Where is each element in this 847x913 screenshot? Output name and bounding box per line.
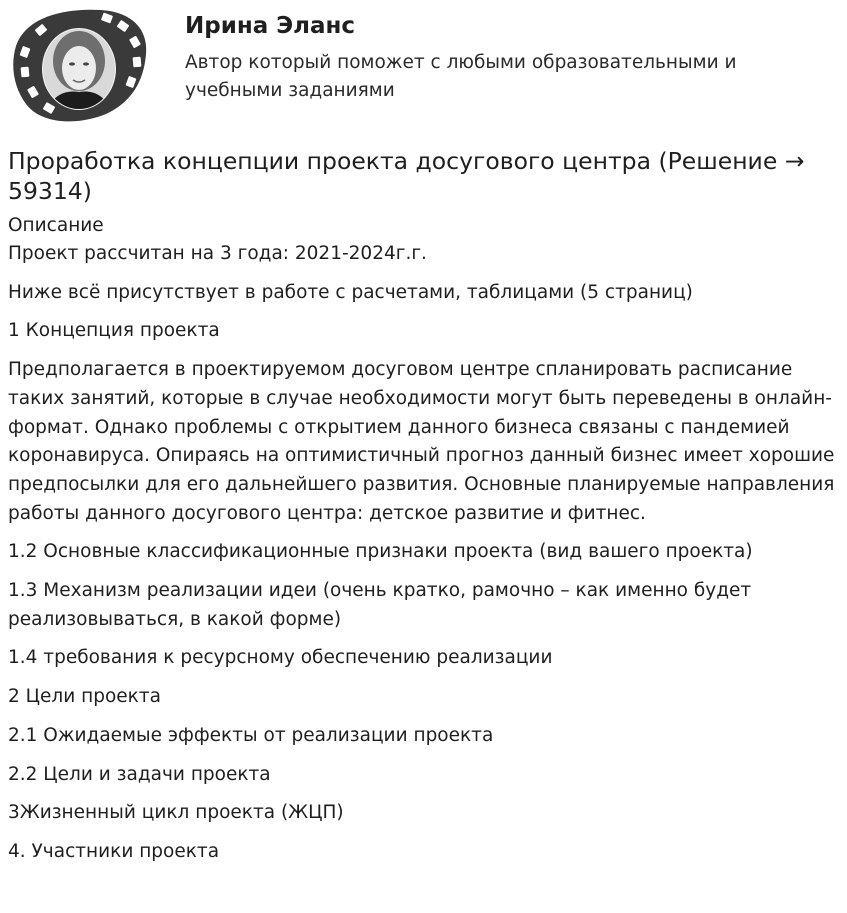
section-2: 2 Цели проекта: [8, 686, 161, 708]
work-title: Проработка концепции проекта досугового центра (Решение → 59314): [8, 147, 805, 205]
section-1-3: 1.3 Механизм реализации идеи (очень кратко, рамочно – как именно будет реализовываться, в какой форме): [8, 580, 752, 630]
paragraph-contents-note: Ниже всё присутствует в работе с расчетами, таблицами (5 страниц): [8, 281, 693, 303]
author-name[interactable]: Ирина Эланс: [185, 13, 356, 39]
author-description: Автор который поможет с любыми образовательными и учебными заданиями: [185, 52, 737, 101]
work-content: [8, 146, 840, 867]
section-4: 4. Участники проекта: [8, 840, 220, 862]
section-concept: 1 Концепция проекта: [8, 320, 220, 342]
author-avatar-icon[interactable]: [6, 6, 152, 128]
section-2-1: 2.1 Ожидаемые эффекты от реализации проекта: [8, 724, 494, 746]
section-1-2: 1.2 Основные классификационные признаки проекта (вид вашего проекта): [8, 541, 753, 563]
paragraph-concept-text: Предполагается в проектируемом досуговом центре спланировать расписание таких занятий, которые в случае необходимости могут быть переведены в онлайн-формат. Однако проблемы с открытием данного бизнеса связаны с пандемией коронавируса. Опираясь на оптимистичный прогноз данный бизнес имеет хорошие предпосылки для его дальнейшего развития. Основные планируемые направления работы данного досугового центра: детское развитие и фитнес.: [8, 359, 835, 524]
author-header: [0, 0, 847, 135]
section-1-4: 1.4 требования к ресурсному обеспечению реализации: [8, 647, 553, 669]
section-2-2: 2.2 Цели и задачи проекта: [8, 763, 271, 785]
section-3: 3Жизненный цикл проекта (ЖЦП): [8, 802, 344, 824]
description-label: Описание: [8, 215, 104, 236]
paragraph-duration: Проект рассчитан на 3 года: 2021-2024г.г.: [8, 243, 427, 264]
